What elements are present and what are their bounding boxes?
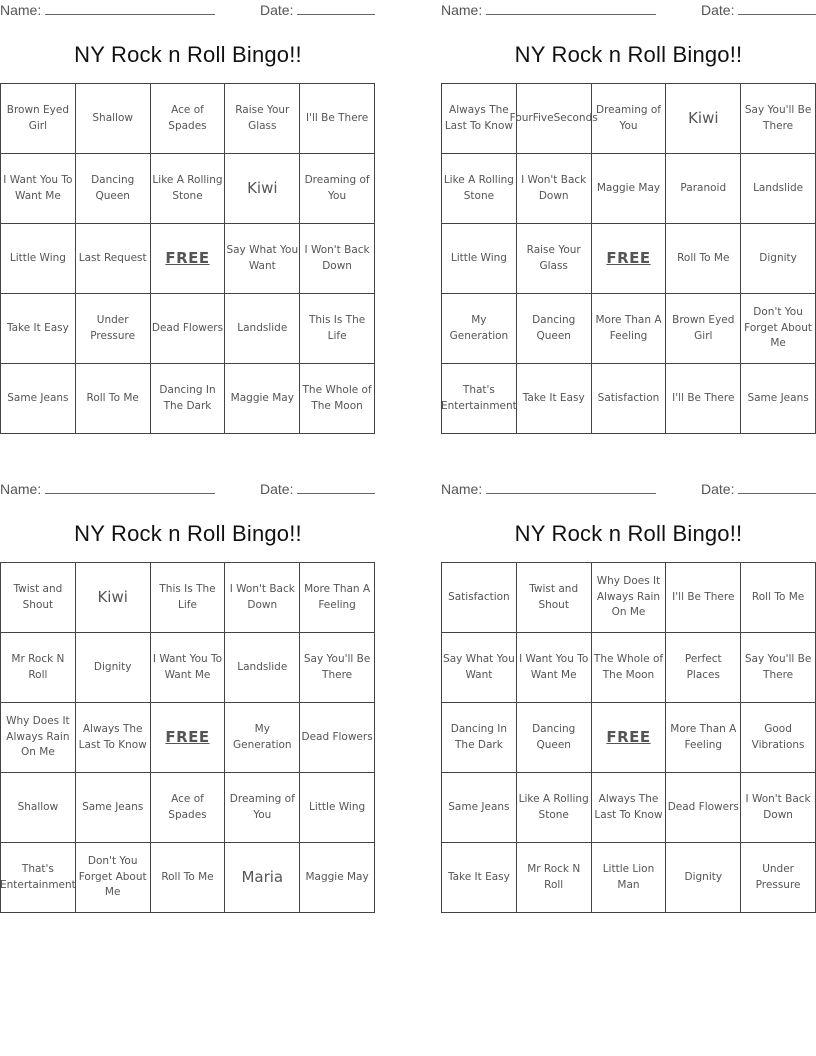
bingo-cell[interactable]: Satisfaction: [592, 364, 667, 434]
bingo-cell[interactable]: Always The Last To Know: [442, 84, 517, 154]
bingo-card: [0, 479, 376, 899]
bingo-cell[interactable]: Last Request: [76, 224, 151, 294]
name-date-row: [441, 479, 816, 501]
bingo-cell[interactable]: Roll To Me: [666, 224, 741, 294]
bingo-cell[interactable]: This Is The Life: [151, 563, 226, 633]
date-blank-line: [738, 2, 816, 15]
free-space[interactable]: FREE: [151, 703, 226, 773]
bingo-cell[interactable]: I Want You To Want Me: [151, 633, 226, 703]
bingo-cell[interactable]: Raise Your Glass: [517, 224, 592, 294]
bingo-cell[interactable]: Same Jeans: [1, 364, 76, 434]
bingo-cell[interactable]: Say You'll Be There: [741, 633, 816, 703]
bingo-cell[interactable]: Dead Flowers: [666, 773, 741, 843]
bingo-cell[interactable]: Maggie May: [300, 843, 375, 913]
bingo-cell[interactable]: Mr Rock N Roll: [1, 633, 76, 703]
bingo-cell[interactable]: I'll Be There: [300, 84, 375, 154]
bingo-cell[interactable]: Kiwi: [225, 154, 300, 224]
free-space[interactable]: FREE: [151, 224, 226, 294]
bingo-cell[interactable]: Dignity: [741, 224, 816, 294]
bingo-cell[interactable]: Brown Eyed Girl: [1, 84, 76, 154]
date-label: Date:: [701, 481, 735, 497]
bingo-cell[interactable]: This Is The Life: [300, 294, 375, 364]
bingo-grid: [0, 562, 375, 913]
bingo-cell[interactable]: The Whole of The Moon: [300, 364, 375, 434]
bingo-cell[interactable]: Dead Flowers: [300, 703, 375, 773]
bingo-cell[interactable]: Take It Easy: [442, 843, 517, 913]
bingo-cell[interactable]: Maria: [225, 843, 300, 913]
bingo-cell[interactable]: Same Jeans: [76, 773, 151, 843]
bingo-cell[interactable]: I Want You To Want Me: [517, 633, 592, 703]
bingo-cell[interactable]: That's Entertainment: [1, 843, 76, 913]
bingo-cell[interactable]: Same Jeans: [741, 364, 816, 434]
bingo-cell[interactable]: Like A Rolling Stone: [517, 773, 592, 843]
bingo-cell[interactable]: I Won't Back Down: [517, 154, 592, 224]
bingo-cell[interactable]: Little Wing: [442, 224, 517, 294]
bingo-cell[interactable]: Landslide: [225, 294, 300, 364]
bingo-cell[interactable]: Dreaming of You: [300, 154, 375, 224]
bingo-cell[interactable]: Under Pressure: [76, 294, 151, 364]
bingo-cell[interactable]: Little Lion Man: [592, 843, 667, 913]
date-blank-line: [297, 2, 375, 15]
bingo-cell[interactable]: Dancing Queen: [517, 703, 592, 773]
bingo-card: [441, 0, 816, 412]
date-field[interactable]: [701, 2, 816, 18]
bingo-cell[interactable]: Maggie May: [592, 154, 667, 224]
bingo-cell[interactable]: Dancing Queen: [76, 154, 151, 224]
bingo-cell[interactable]: Shallow: [76, 84, 151, 154]
bingo-cell[interactable]: Say What You Want: [225, 224, 300, 294]
bingo-cell[interactable]: I'll Be There: [666, 563, 741, 633]
bingo-cell[interactable]: Dreaming of You: [225, 773, 300, 843]
free-space[interactable]: FREE: [592, 703, 667, 773]
bingo-cell[interactable]: I Won't Back Down: [741, 773, 816, 843]
bingo-cell[interactable]: Mr Rock N Roll: [517, 843, 592, 913]
bingo-cell[interactable]: Don't You Forget About Me: [76, 843, 151, 913]
bingo-cell[interactable]: Dancing Queen: [517, 294, 592, 364]
bingo-cell[interactable]: Kiwi: [76, 563, 151, 633]
bingo-cell[interactable]: Little Wing: [300, 773, 375, 843]
bingo-grid: [441, 83, 816, 434]
bingo-cell[interactable]: Twist and Shout: [517, 563, 592, 633]
bingo-cell[interactable]: Dead Flowers: [151, 294, 226, 364]
bingo-cell[interactable]: Roll To Me: [151, 843, 226, 913]
bingo-cell[interactable]: Say What You Want: [442, 633, 517, 703]
date-field[interactable]: [260, 2, 375, 18]
date-label: Date:: [701, 2, 735, 18]
name-date-row: [0, 0, 376, 22]
bingo-cell[interactable]: Under Pressure: [741, 843, 816, 913]
bingo-cell[interactable]: Dancing In The Dark: [151, 364, 226, 434]
bingo-cell[interactable]: More Than A Feeling: [300, 563, 375, 633]
free-space[interactable]: FREE: [592, 224, 667, 294]
bingo-cell[interactable]: Raise Your Glass: [225, 84, 300, 154]
date-blank-line: [297, 481, 375, 494]
bingo-cell[interactable]: Landslide: [741, 154, 816, 224]
bingo-cell[interactable]: I'll Be There: [666, 364, 741, 434]
bingo-cell[interactable]: Dancing In The Dark: [442, 703, 517, 773]
name-field[interactable]: [0, 2, 215, 18]
date-label: Date:: [260, 481, 294, 497]
bingo-cell[interactable]: Same Jeans: [442, 773, 517, 843]
name-field[interactable]: [441, 2, 656, 18]
name-label: Name:: [0, 2, 42, 18]
card-title: NY Rock n Roll Bingo!!: [514, 521, 743, 546]
bingo-cell[interactable]: Landslide: [225, 633, 300, 703]
name-date-row: [441, 0, 816, 22]
name-field[interactable]: [0, 481, 215, 497]
name-label: Name:: [0, 481, 42, 497]
bingo-cell[interactable]: Twist and Shout: [1, 563, 76, 633]
bingo-cell[interactable]: Dreaming of You: [592, 84, 667, 154]
bingo-cell[interactable]: My Generation: [225, 703, 300, 773]
bingo-cell[interactable]: My Generation: [442, 294, 517, 364]
bingo-cell[interactable]: Why Does It Always Rain On Me: [1, 703, 76, 773]
bingo-cell[interactable]: Take It Easy: [517, 364, 592, 434]
bingo-cell[interactable]: Kiwi: [666, 84, 741, 154]
card-title: NY Rock n Roll Bingo!!: [74, 42, 302, 67]
name-date-row: [0, 479, 376, 501]
bingo-cell[interactable]: Ace of Spades: [151, 773, 226, 843]
date-field[interactable]: [260, 481, 375, 497]
bingo-cell[interactable]: More Than A Feeling: [592, 294, 667, 364]
name-blank-line: [45, 481, 215, 494]
bingo-cell[interactable]: I Want You To Want Me: [1, 154, 76, 224]
bingo-cell[interactable]: Paranoid: [666, 154, 741, 224]
bingo-cell[interactable]: Why Does It Always Rain On Me: [592, 563, 667, 633]
bingo-cell[interactable]: Don't You Forget About Me: [741, 294, 816, 364]
bingo-cell[interactable]: Roll To Me: [76, 364, 151, 434]
name-blank-line: [486, 481, 656, 494]
bingo-cell[interactable]: More Than A Feeling: [666, 703, 741, 773]
name-field[interactable]: [441, 481, 656, 497]
bingo-cell[interactable]: Maggie May: [225, 364, 300, 434]
bingo-cell[interactable]: Dignity: [666, 843, 741, 913]
bingo-cell[interactable]: That's Entertainment: [442, 364, 517, 434]
date-label: Date:: [260, 2, 294, 18]
bingo-grid: [441, 562, 816, 913]
bingo-card: [441, 479, 816, 891]
name-blank-line: [486, 2, 656, 15]
date-field[interactable]: [701, 481, 816, 497]
bingo-cell[interactable]: Brown Eyed Girl: [666, 294, 741, 364]
bingo-cell[interactable]: Ace of Spades: [151, 84, 226, 154]
name-label: Name:: [441, 2, 483, 18]
bingo-cell[interactable]: Dignity: [76, 633, 151, 703]
bingo-cell[interactable]: Say You'll Be There: [300, 633, 375, 703]
bingo-cell[interactable]: FourFiveSeconds: [517, 84, 592, 154]
card-title: NY Rock n Roll Bingo!!: [514, 42, 743, 67]
bingo-cell[interactable]: Little Wing: [1, 224, 76, 294]
bingo-cell[interactable]: Good Vibrations: [741, 703, 816, 773]
date-blank-line: [738, 481, 816, 494]
bingo-cell[interactable]: Shallow: [1, 773, 76, 843]
bingo-cell[interactable]: Take It Easy: [1, 294, 76, 364]
bingo-cell[interactable]: I Won't Back Down: [225, 563, 300, 633]
bingo-cell[interactable]: Satisfaction: [442, 563, 517, 633]
bingo-cell[interactable]: Like A Rolling Stone: [442, 154, 517, 224]
bingo-cell[interactable]: The Whole of The Moon: [592, 633, 667, 703]
bingo-cell[interactable]: Always The Last To Know: [76, 703, 151, 773]
bingo-cell[interactable]: Say You'll Be There: [741, 84, 816, 154]
name-label: Name:: [441, 481, 483, 497]
bingo-cell[interactable]: Perfect Places: [666, 633, 741, 703]
bingo-cell[interactable]: Roll To Me: [741, 563, 816, 633]
card-title: NY Rock n Roll Bingo!!: [74, 521, 302, 546]
name-blank-line: [45, 2, 215, 15]
bingo-cell[interactable]: Like A Rolling Stone: [151, 154, 226, 224]
bingo-cell[interactable]: Always The Last To Know: [592, 773, 667, 843]
bingo-cell[interactable]: I Won't Back Down: [300, 224, 375, 294]
bingo-card: [0, 0, 376, 412]
bingo-grid: [0, 83, 375, 434]
